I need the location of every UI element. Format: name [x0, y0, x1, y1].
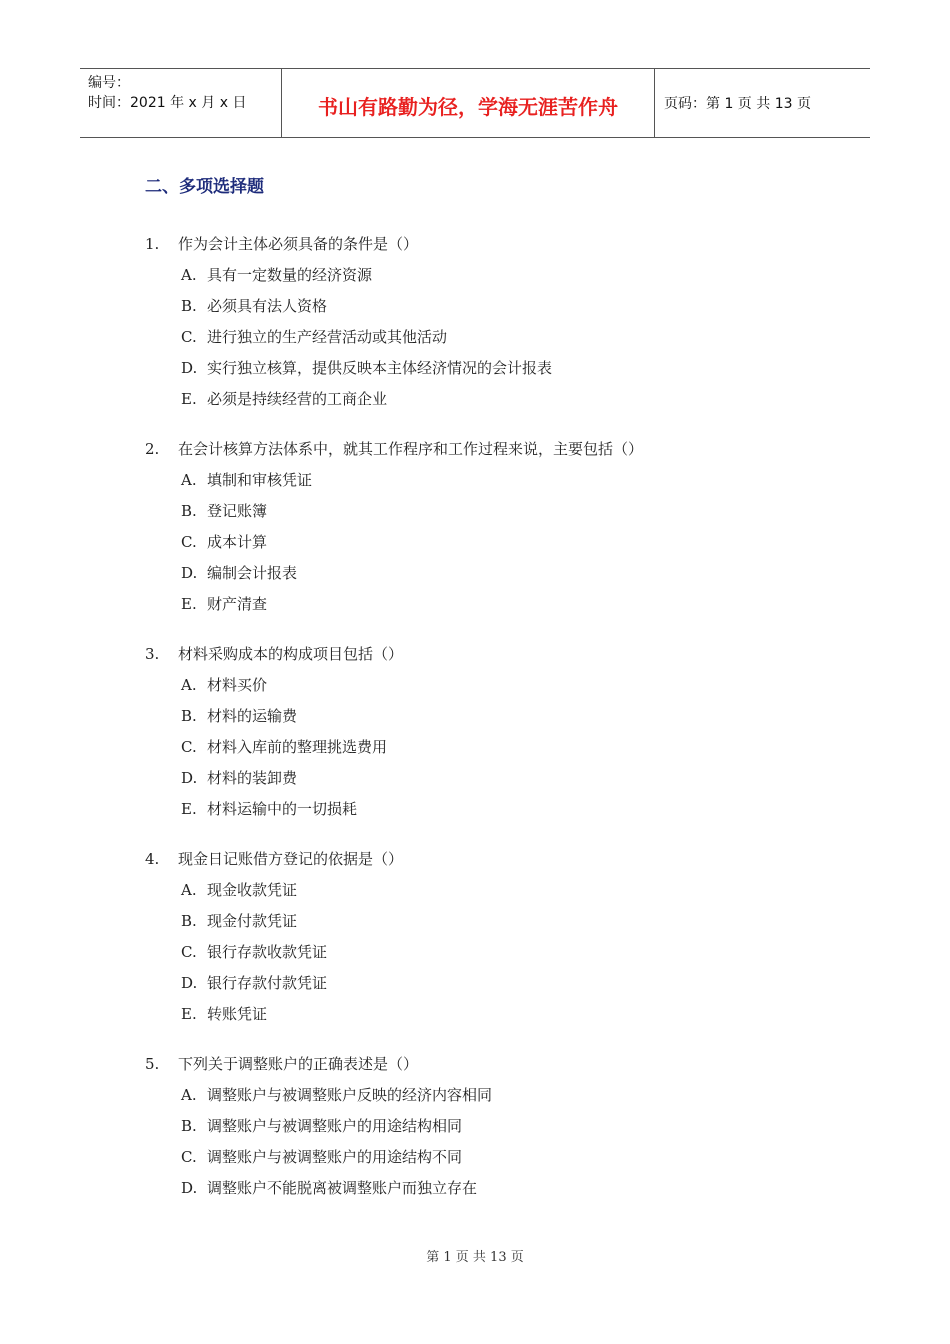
option-text: 财产清查	[207, 595, 268, 613]
option-list	[145, 465, 845, 620]
option-item	[181, 322, 845, 353]
option-letter: A.	[181, 676, 197, 694]
option-item	[181, 701, 845, 732]
question-text: 现金日记账借方登记的依据是（）	[178, 850, 404, 868]
header-time-label: 时间：2021 年 x 月 x 日	[88, 95, 247, 111]
option-text: 实行独立核算，提供反映本主体经济情况的会计报表	[207, 359, 553, 377]
option-item	[181, 1142, 845, 1173]
option-text: 登记账簿	[207, 502, 268, 520]
option-item	[181, 999, 845, 1030]
option-text: 现金收款凭证	[207, 881, 298, 899]
question-stem	[145, 844, 845, 875]
option-letter: B.	[181, 912, 197, 930]
option-letter: E.	[181, 595, 197, 613]
question-number: 2.	[145, 440, 160, 458]
question-item	[145, 434, 845, 620]
header-page-info: 页码：第 1 页 共 13 页	[664, 96, 811, 112]
option-letter: B.	[181, 297, 197, 315]
option-item	[181, 384, 845, 415]
option-letter: C.	[181, 328, 197, 346]
option-text: 材料运输中的一切损耗	[207, 800, 358, 818]
page-header	[80, 68, 870, 138]
option-letter: B.	[181, 707, 197, 725]
option-item	[181, 968, 845, 999]
question-text: 下列关于调整账户的正确表述是（）	[178, 1055, 419, 1073]
question-number: 5.	[145, 1055, 160, 1073]
option-text: 必须是持续经营的工商企业	[207, 390, 388, 408]
option-text: 必须具有法人资格	[207, 297, 328, 315]
option-text: 调整账户与被调整账户的用途结构相同	[207, 1117, 463, 1135]
option-letter: A.	[181, 881, 197, 899]
question-text: 材料采购成本的构成项目包括（）	[178, 645, 404, 663]
option-list	[145, 1080, 845, 1204]
question-list	[145, 229, 845, 1223]
option-item	[181, 291, 845, 322]
header-divider	[654, 69, 655, 137]
option-text: 调整账户与被调整账户的用途结构不同	[207, 1148, 463, 1166]
question-number: 4.	[145, 850, 160, 868]
option-letter: D.	[181, 1179, 198, 1197]
option-item	[181, 260, 845, 291]
option-letter: A.	[181, 1086, 197, 1104]
page-footer: 第 1 页 共 13 页	[426, 1250, 524, 1265]
option-letter: E.	[181, 1005, 197, 1023]
option-letter: B.	[181, 502, 197, 520]
option-item	[181, 875, 845, 906]
question-text: 作为会计主体必须具备的条件是（）	[178, 235, 419, 253]
option-item	[181, 670, 845, 701]
option-item	[181, 1111, 845, 1142]
option-item	[181, 558, 845, 589]
option-text: 编制会计报表	[207, 564, 298, 582]
option-letter: E.	[181, 390, 197, 408]
option-letter: C.	[181, 738, 197, 756]
question-stem	[145, 639, 845, 670]
header-number-label: 编号：	[88, 75, 130, 91]
option-text: 材料买价	[207, 676, 268, 694]
option-list	[145, 260, 845, 415]
option-item	[181, 589, 845, 620]
header-meta	[88, 73, 278, 113]
section-title: 二、多项选择题	[145, 177, 264, 197]
question-item	[145, 639, 845, 825]
option-text: 材料的运输费	[207, 707, 298, 725]
option-letter: D.	[181, 564, 198, 582]
option-text: 现金付款凭证	[207, 912, 298, 930]
option-item	[181, 763, 845, 794]
option-text: 进行独立的生产经营活动或其他活动	[207, 328, 448, 346]
header-motto: 书山有路勤为径，学海无涯苦作舟	[318, 94, 618, 119]
option-list	[145, 875, 845, 1030]
option-letter: B.	[181, 1117, 197, 1135]
option-text: 填制和审核凭证	[207, 471, 313, 489]
option-text: 调整账户不能脱离被调整账户而独立存在	[207, 1179, 478, 1197]
question-number: 3.	[145, 645, 160, 663]
option-item	[181, 496, 845, 527]
option-item	[181, 937, 845, 968]
option-text: 转账凭证	[207, 1005, 268, 1023]
option-letter: D.	[181, 769, 198, 787]
option-letter: A.	[181, 266, 197, 284]
option-list	[145, 670, 845, 825]
option-item	[181, 465, 845, 496]
option-item	[181, 1173, 845, 1204]
option-letter: C.	[181, 533, 197, 551]
option-text: 材料入库前的整理挑选费用	[207, 738, 388, 756]
option-text: 调整账户与被调整账户反映的经济内容相同	[207, 1086, 493, 1104]
option-letter: C.	[181, 1148, 197, 1166]
option-letter: D.	[181, 359, 198, 377]
option-text: 银行存款收款凭证	[207, 943, 328, 961]
option-letter: D.	[181, 974, 198, 992]
option-item	[181, 906, 845, 937]
option-text: 成本计算	[207, 533, 268, 551]
option-item	[181, 794, 845, 825]
option-letter: E.	[181, 800, 197, 818]
question-number: 1.	[145, 235, 160, 253]
question-text: 在会计核算方法体系中，就其工作程序和工作过程来说，主要包括（）	[178, 440, 644, 458]
question-item	[145, 229, 845, 415]
question-item	[145, 844, 845, 1030]
option-item	[181, 732, 845, 763]
option-text: 银行存款付款凭证	[207, 974, 328, 992]
option-letter: C.	[181, 943, 197, 961]
question-stem	[145, 229, 845, 260]
option-letter: A.	[181, 471, 197, 489]
question-item	[145, 1049, 845, 1204]
option-text: 材料的装卸费	[207, 769, 298, 787]
option-item	[181, 1080, 845, 1111]
question-stem	[145, 1049, 845, 1080]
question-stem	[145, 434, 845, 465]
option-item	[181, 353, 845, 384]
option-text: 具有一定数量的经济资源	[207, 266, 373, 284]
option-item	[181, 527, 845, 558]
